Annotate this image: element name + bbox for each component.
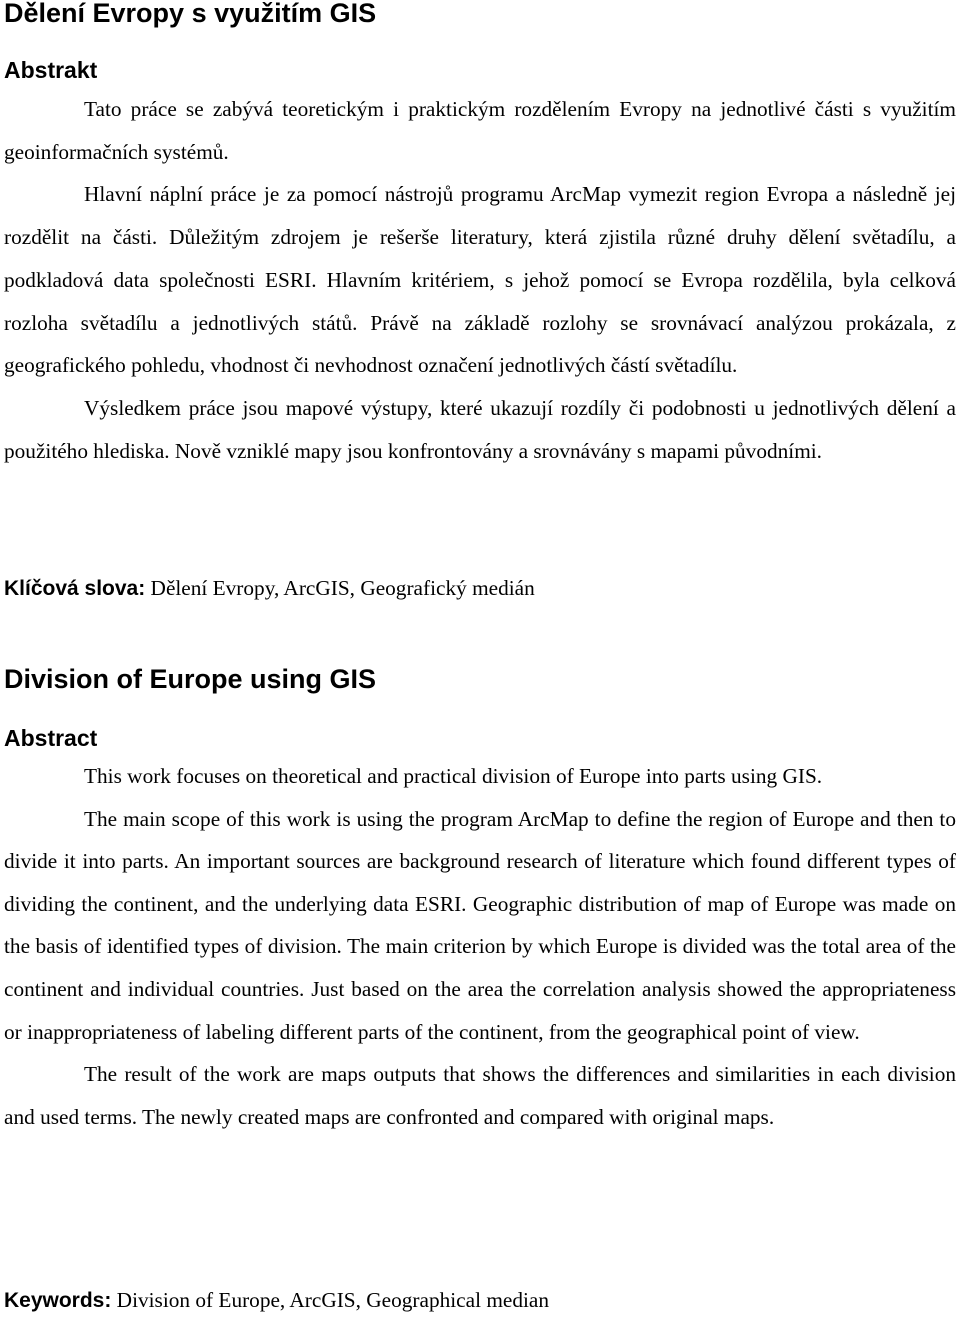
english-keywords	[4, 1283, 549, 1318]
english-abstract-body	[4, 755, 956, 1138]
english-paragraph: This work focuses on theoretical and practical division of Europe into parts using GIS.	[84, 764, 823, 788]
czech-keywords	[4, 571, 535, 606]
czech-paragraph: Výsledkem práce jsou mapové výstupy, které ukazují rozdíly či podobnosti u jednotlivých dělení a použitého hlediska. Nově vzniklé mapy jsou konfrontovány a srovnávány s mapami původními.	[4, 395, 956, 463]
english-abstract-heading: Abstract	[4, 725, 98, 751]
czech-abstract-body	[4, 88, 956, 472]
czech-paragraph: Hlavní náplní práce je za pomocí nástrojů programu ArcMap vymezit region Evropa a následně jej rozdělit na části. Důležitým zdrojem je rešerše literatury, která zjistila různé druhy dělení světadílu, a podkladová data společnosti ESRI. Hlavním kritériem, s jehož pomocí se Evropa rozdělila, byla celková rozloha světadílu a jednotlivých států. Právě na základě rozlohy se srovnávací analýzou prokázala, z geografického pohledu, vhodnost či nevhodnost označení jednotlivých částí světadílu.	[4, 182, 956, 378]
english-keywords-label: Keywords:	[4, 1289, 112, 1312]
czech-title: Dělení Evropy s využitím GIS	[4, 0, 377, 28]
czech-keywords-label: Klíčová slova:	[4, 577, 146, 600]
english-keywords-value: Division of Europe, ArcGIS, Geographical median	[111, 1288, 550, 1312]
english-title: Division of Europe using GIS	[4, 664, 377, 694]
english-paragraph: The main scope of this work is using the program ArcMap to define the region of Europe and then to divide it into parts. An important sources are background research of literature which found different types of dividing the continent, and the underlying data ESRI. Geographic distribution of map of Europe was made on the basis of identified types of division. The main criterion by which Europe is divided was the total area of the continent and individual countries. Just based on the area the correlation analysis showed the appropriateness or inappropriateness of labeling different parts of the continent, from the geographical point of view.	[4, 806, 956, 1044]
czech-keywords-value: Dělení Evropy, ArcGIS, Geografický medián	[145, 576, 535, 600]
czech-paragraph: Tato práce se zabývá teoretickým i praktickým rozdělením Evropy na jednotlivé části s využitím geoinformačních systémů.	[4, 97, 956, 164]
english-paragraph: The result of the work are maps outputs that shows the differences and similarities in each division and used terms. The newly created maps are confronted and compared with original maps.	[4, 1062, 956, 1129]
czech-abstract-heading: Abstrakt	[4, 57, 98, 83]
